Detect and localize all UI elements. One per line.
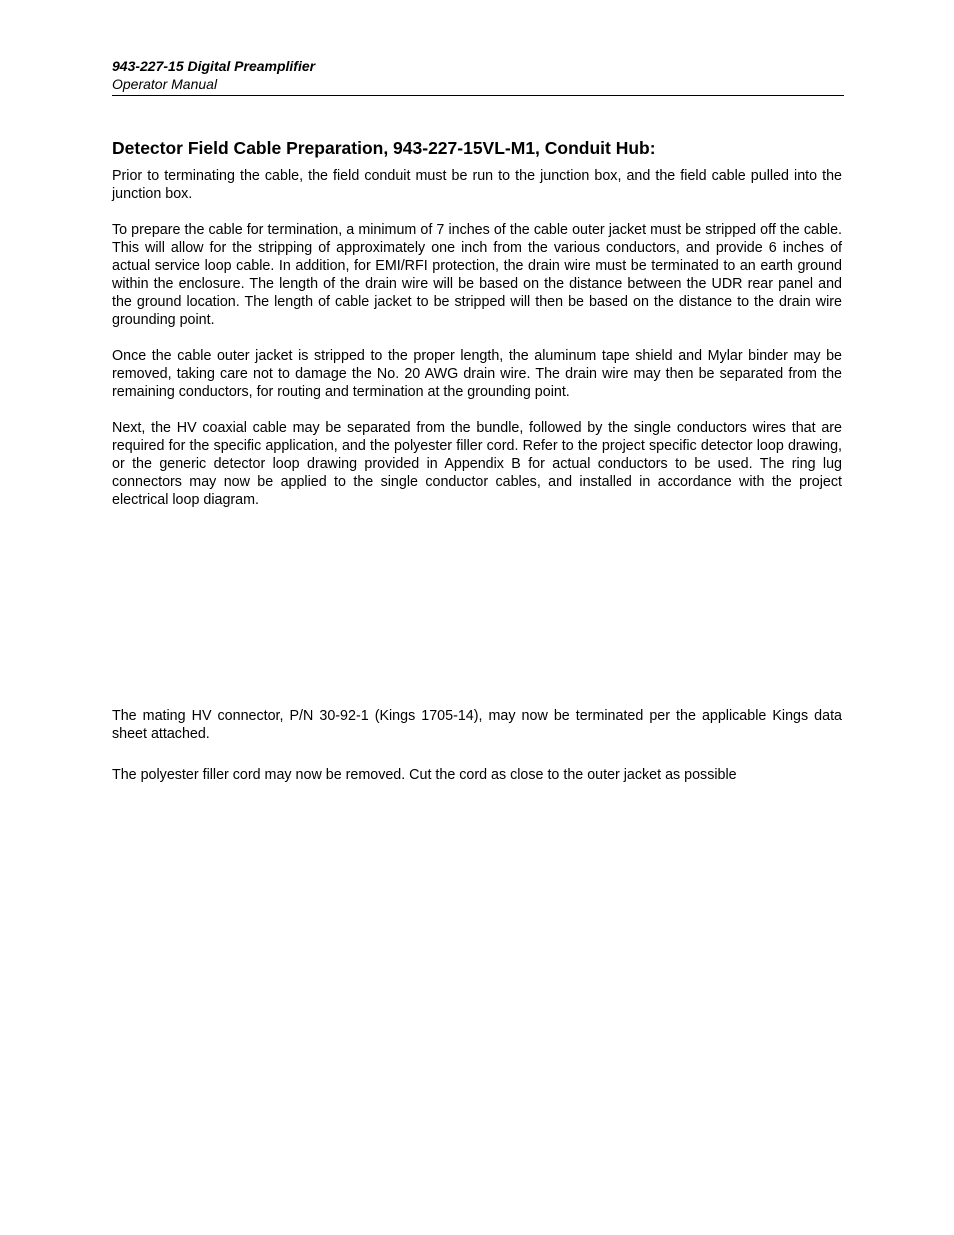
- section-lower-body: [112, 707, 842, 784]
- paragraph-hv-connector: The mating HV connector, P/N 30-92-1 (Kings 1705-14), may now be terminated per the applicable Kings data sheet attached.: [112, 708, 842, 742]
- paragraph-separation: Next, the HV coaxial cable may be separated from the bundle, followed by the single conductors wires that are required for the specific application, and the polyester filler cord. Refer to the project specific detector loop drawing, or the generic detector loop drawing provided in Appendix B for actual conductors to be used. The ring lug connectors may now be applied to the single conductor cables, and installed in accordance with the project electrical loop diagram.: [112, 420, 842, 508]
- document-title: 943-227-15 Digital Preamplifier: [112, 58, 316, 74]
- paragraph-intro: Prior to terminating the cable, the field conduit must be run to the junction box, and the field cable pulled into the junction box.: [112, 168, 842, 202]
- page-header: [112, 57, 844, 96]
- paragraph-stripping: To prepare the cable for termination, a minimum of 7 inches of the cable outer jacket must be stripped off the cable. This will allow for the stripping of approximately one inch from the various conductors, and provide 6 inches of actual service loop cable. In addition, for EMI/RFI protection, the drain wire must be terminated to an earth ground within the enclosure. The length of the drain wire will be based on the distance between the UDR rear panel and the ground location. The length of cable jacket to be stripped will then be based on the distance to the drain wire grounding point.: [112, 222, 842, 328]
- document-subtitle: Operator Manual: [112, 76, 218, 92]
- section-heading: Detector Field Cable Preparation, 943-227-15VL-M1, Conduit Hub:: [112, 138, 656, 158]
- paragraph-shield-removal: Once the cable outer jacket is stripped to the proper length, the aluminum tape shield and Mylar binder may be removed, taking care not to damage the No. 20 AWG drain wire. The drain wire may then be separated from the remaining conductors, for routing and termination at the grounding point.: [112, 348, 842, 400]
- section-body: [112, 137, 842, 509]
- paragraph-filler-cord: The polyester filler cord may now be removed. Cut the cord as close to the outer jacket as possible: [112, 767, 737, 783]
